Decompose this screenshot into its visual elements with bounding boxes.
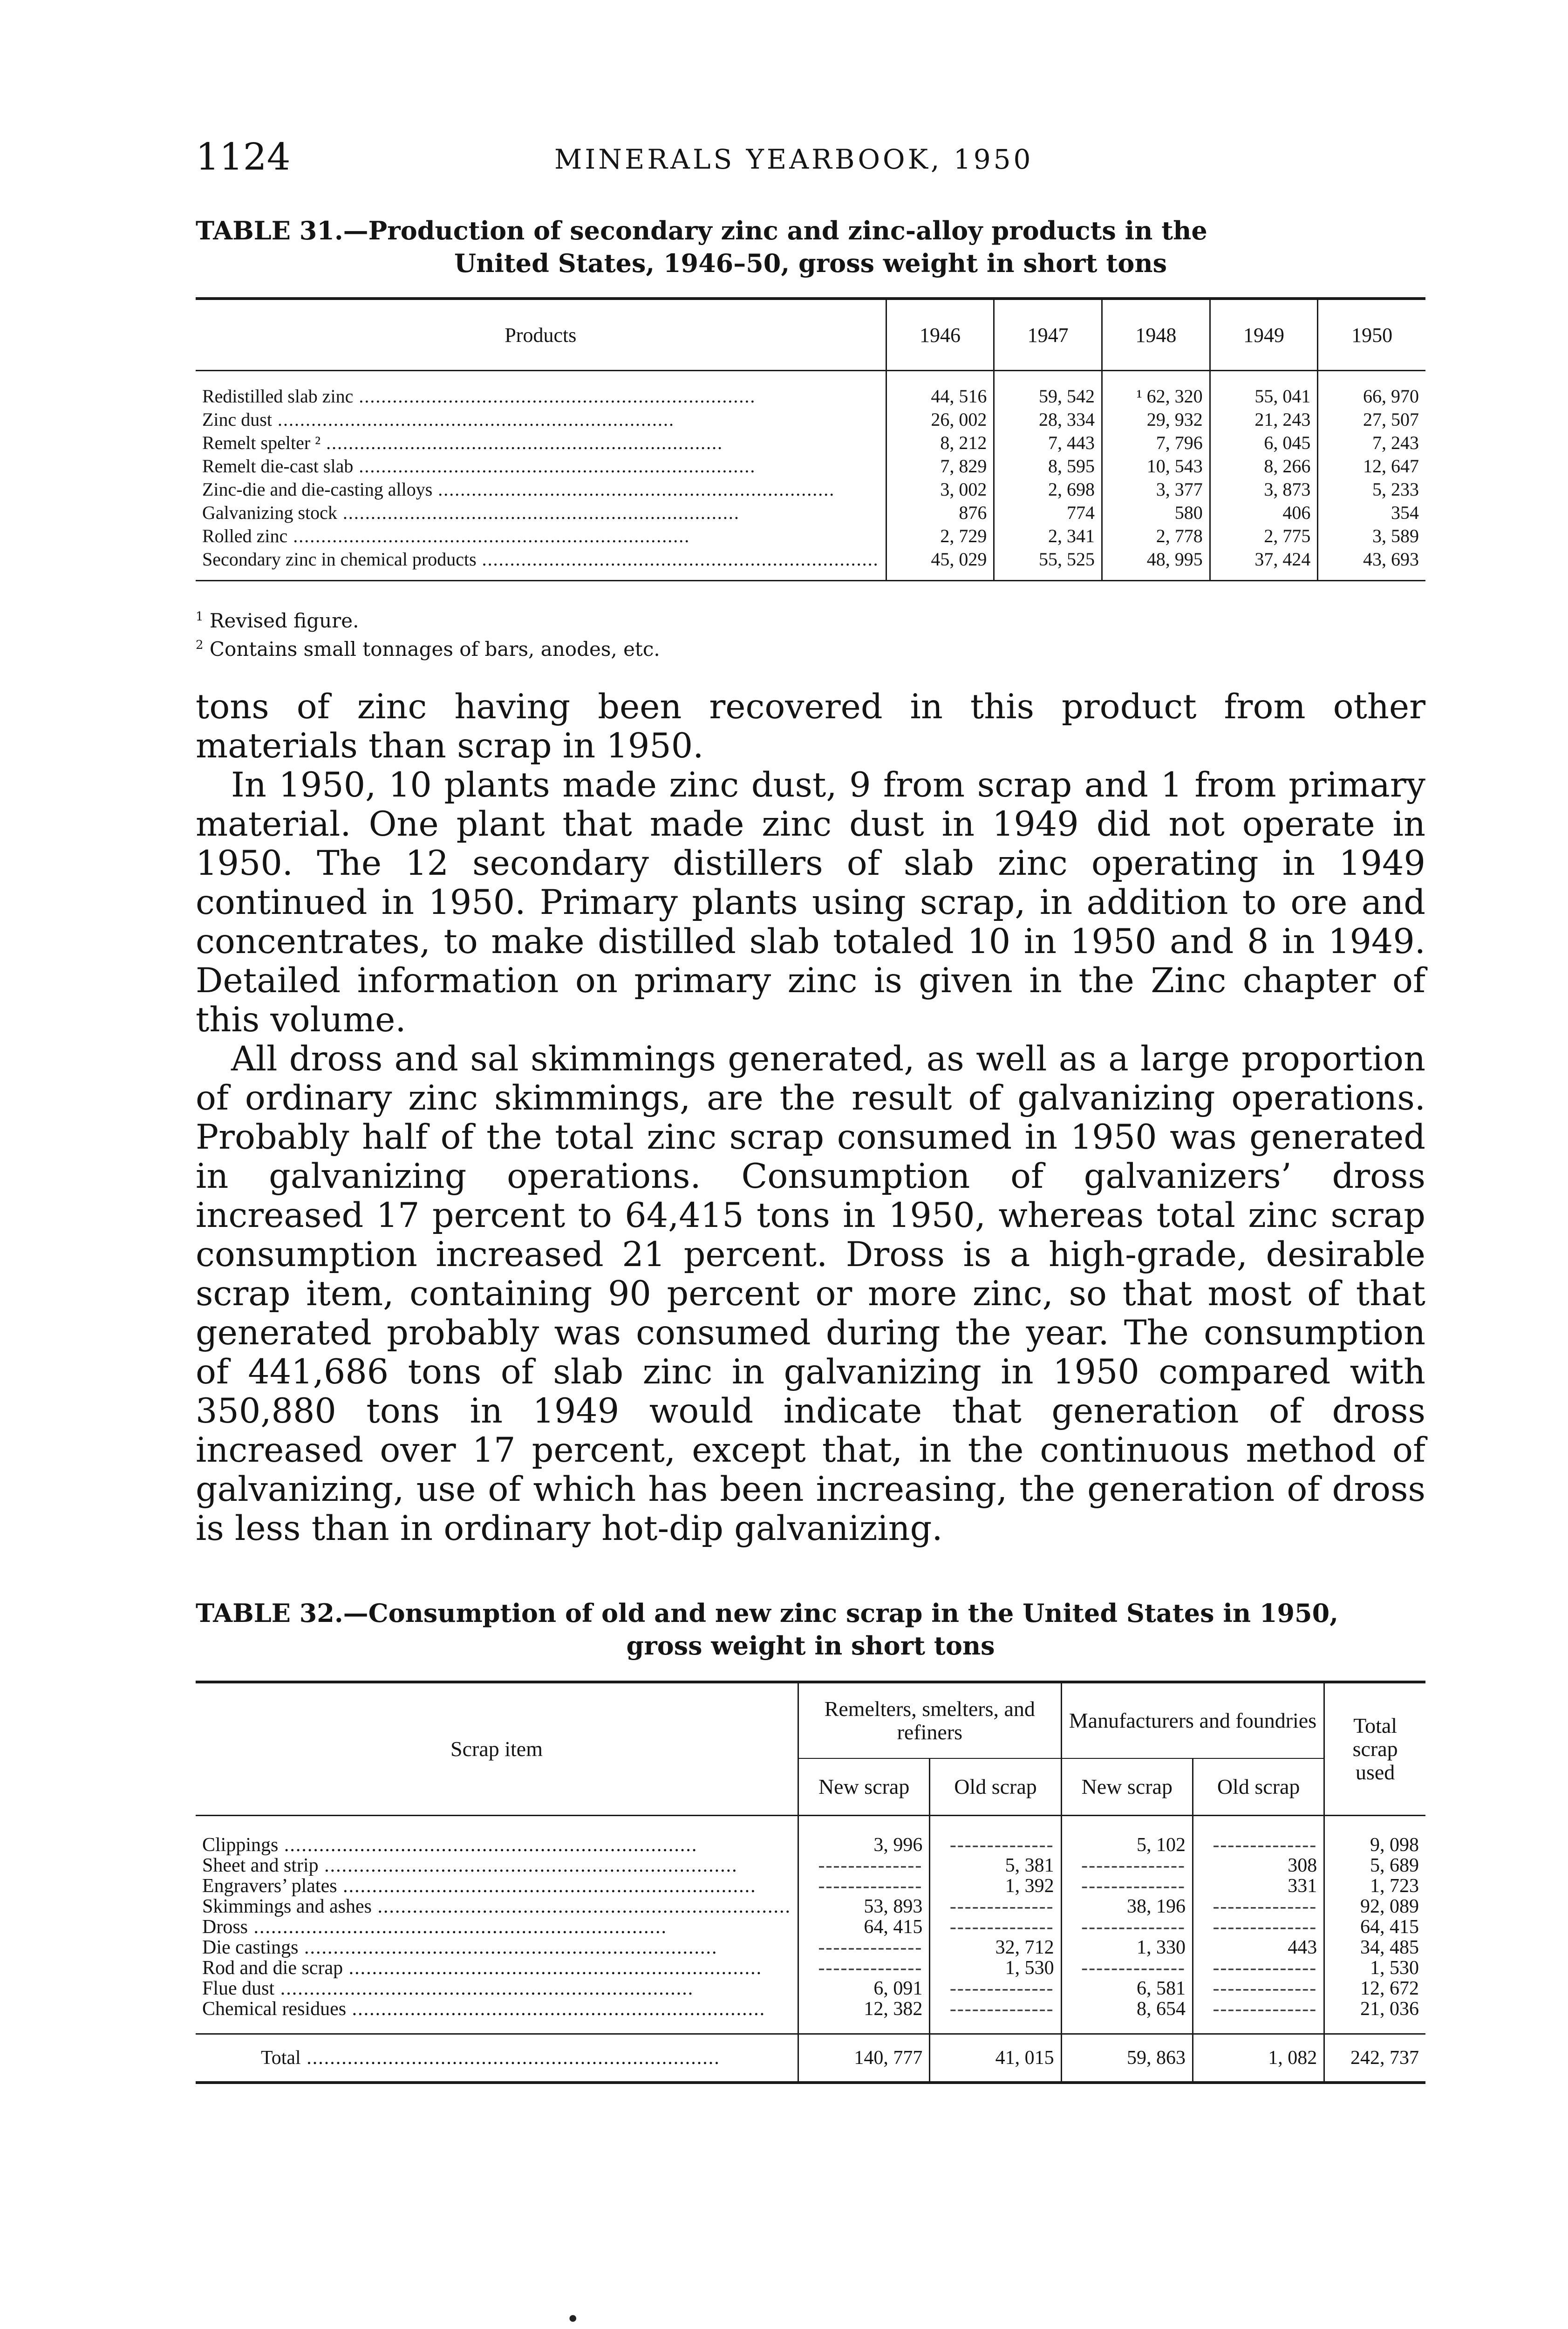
cell-value: 1, 082	[1193, 2034, 1324, 2083]
footnote: $^2$ Contains small tonnages of bars, anodes, etc.	[196, 638, 660, 661]
cell-blank	[798, 1937, 930, 1958]
cell-value: 3, 589	[1318, 525, 1425, 548]
cell-value: 10, 543	[1102, 455, 1210, 478]
row-label: Zinc dust .....	[196, 409, 886, 432]
cell-value: 8, 654	[1061, 1999, 1193, 2034]
cell-value: 34, 485	[1324, 1937, 1425, 1958]
cell-value: 29, 932	[1102, 409, 1210, 432]
cell-value: 59, 542	[994, 371, 1102, 409]
table-row	[196, 1816, 1425, 1856]
table-row	[196, 432, 1425, 455]
cell-value: 2, 729	[886, 525, 994, 548]
cell-value: 55, 525	[994, 548, 1102, 581]
column-header-products: Products	[196, 299, 886, 371]
total-row	[196, 2034, 1425, 2083]
cell-value: 7, 796	[1102, 432, 1210, 455]
row-label: Remelt die-cast slab .....	[196, 455, 886, 478]
cell-value: 53, 893	[798, 1896, 930, 1917]
table-31-caption	[196, 214, 1425, 279]
table-31-footnotes	[196, 605, 1425, 661]
table-32-caption-line2: gross weight in short tons	[626, 1631, 995, 1661]
table-31-caption-line1: TABLE 31.—Production of secondary zinc and zinc-alloy products in the	[196, 216, 1207, 245]
cell-value: 3, 873	[1210, 478, 1318, 502]
cell-value: 242, 737	[1324, 2034, 1425, 2083]
row-label: Sheet and strip .....	[196, 1855, 798, 1876]
cell-blank	[930, 1816, 1061, 1856]
running-title: MINERALS YEARBOOK, 1950	[554, 143, 1034, 175]
column-header-year: 1949	[1210, 299, 1318, 371]
table-row	[196, 409, 1425, 432]
cell-value: 44, 516	[886, 371, 994, 409]
table-row	[196, 1999, 1425, 2034]
cell-value: 8, 212	[886, 432, 994, 455]
column-header-total-scrap: Total scrap used	[1324, 1682, 1425, 1816]
row-label: Skimmings and ashes .....	[196, 1896, 798, 1917]
cell-blank	[930, 1978, 1061, 1999]
row-label: Rod and die scrap .....	[196, 1958, 798, 1978]
cell-value: 41, 015	[930, 2034, 1061, 2083]
row-label: Engravers’ plates .....	[196, 1876, 798, 1896]
table-row	[196, 548, 1425, 581]
table-row	[196, 371, 1425, 409]
cell-value: 2, 341	[994, 525, 1102, 548]
cell-value: 876	[886, 502, 994, 525]
cell-value: 43, 693	[1318, 548, 1425, 581]
cell-value: 1, 530	[930, 1958, 1061, 1978]
cell-blank	[1193, 1816, 1324, 1856]
cell-value: 2, 698	[994, 478, 1102, 502]
cell-blank	[1193, 1978, 1324, 1999]
cell-value: 1, 330	[1061, 1937, 1193, 1958]
table-row	[196, 1917, 1425, 1937]
table-row	[196, 1876, 1425, 1896]
cell-value: 7, 443	[994, 432, 1102, 455]
cell-value: 27, 507	[1318, 409, 1425, 432]
cell-value: 8, 266	[1210, 455, 1318, 478]
cell-blank	[1061, 1917, 1193, 1937]
cell-blank	[798, 1958, 930, 1978]
row-label: Chemical residues .....	[196, 1999, 798, 2034]
cell-blank	[1061, 1958, 1193, 1978]
cell-value: 21, 036	[1324, 1999, 1425, 2034]
cell-value: 3, 377	[1102, 478, 1210, 502]
cell-value: 1, 530	[1324, 1958, 1425, 1978]
cell-value: 55, 041	[1210, 371, 1318, 409]
cell-value: ¹ 62, 320	[1102, 371, 1210, 409]
cell-blank	[1061, 1876, 1193, 1896]
cell-value: 3, 996	[798, 1816, 930, 1856]
row-label: Dross .....	[196, 1917, 798, 1937]
cell-value: 7, 829	[886, 455, 994, 478]
cell-value: 140, 777	[798, 2034, 930, 2083]
cell-blank	[798, 1876, 930, 1896]
cell-value: 8, 595	[994, 455, 1102, 478]
table-31	[196, 297, 1425, 581]
column-header-year: 1948	[1102, 299, 1210, 371]
cell-value: 3, 002	[886, 478, 994, 502]
cell-blank	[1193, 1896, 1324, 1917]
cell-value: 64, 415	[1324, 1917, 1425, 1937]
row-label: Secondary zinc in chemical products .....	[196, 548, 886, 581]
running-head	[196, 135, 1425, 186]
row-label: Zinc-die and die-casting alloys .....	[196, 478, 886, 502]
cell-blank	[1193, 1999, 1324, 2034]
column-group-remelters: Remelters, smelters, and refiners	[798, 1682, 1062, 1758]
cell-value: 37, 424	[1210, 548, 1318, 581]
cell-value: 12, 647	[1318, 455, 1425, 478]
cell-blank	[930, 1896, 1061, 1917]
cell-blank	[930, 1999, 1061, 2034]
cell-value: 12, 382	[798, 1999, 930, 2034]
cell-blank	[1193, 1917, 1324, 1937]
page	[196, 135, 1425, 2084]
column-group-manufacturers: Manufacturers and foundries	[1061, 1682, 1324, 1758]
cell-value: 406	[1210, 502, 1318, 525]
footnote: $^1$ Revised figure.	[196, 609, 359, 632]
column-header-year: 1946	[886, 299, 994, 371]
cell-value: 6, 045	[1210, 432, 1318, 455]
table-row	[196, 478, 1425, 502]
table-row	[196, 1958, 1425, 1978]
cell-value: 7, 243	[1318, 432, 1425, 455]
table-row	[196, 502, 1425, 525]
table-row	[196, 1937, 1425, 1958]
cell-value: 12, 672	[1324, 1978, 1425, 1999]
cell-value: 5, 102	[1061, 1816, 1193, 1856]
column-header-new-scrap: New scrap	[1061, 1758, 1193, 1816]
table-row	[196, 525, 1425, 548]
body-text	[196, 688, 1425, 1548]
row-label: Galvanizing stock .....	[196, 502, 886, 525]
cell-value: 308	[1193, 1855, 1324, 1876]
cell-value: 6, 581	[1061, 1978, 1193, 1999]
cell-value: 6, 091	[798, 1978, 930, 1999]
column-header-year: 1950	[1318, 299, 1425, 371]
table-32-caption-line1: TABLE 32.—Consumption of old and new zinc scrap in the United States in 1950,	[196, 1598, 1338, 1628]
cell-blank	[930, 1917, 1061, 1937]
cell-value: 2, 778	[1102, 525, 1210, 548]
cell-value: 5, 233	[1318, 478, 1425, 502]
column-header-scrap-item: Scrap item	[196, 1682, 798, 1816]
cell-value: 9, 098	[1324, 1816, 1425, 1856]
table-row	[196, 1978, 1425, 1999]
row-label: Clippings .....	[196, 1816, 798, 1856]
cell-value: 774	[994, 502, 1102, 525]
cell-value: 92, 089	[1324, 1896, 1425, 1917]
cell-value: 32, 712	[930, 1937, 1061, 1958]
cell-value: 48, 995	[1102, 548, 1210, 581]
row-label: Flue dust .....	[196, 1978, 798, 1999]
cell-value: 21, 243	[1210, 409, 1318, 432]
column-header-old-scrap: Old scrap	[930, 1758, 1061, 1816]
row-label: Redistilled slab zinc .....	[196, 371, 886, 409]
total-label: Total .....	[196, 2034, 798, 2083]
cell-blank	[1061, 1855, 1193, 1876]
paragraph: In 1950, 10 plants made zinc dust, 9 from scrap and 1 from primary material. One plant that made zinc dust in 1949 did not operate in 1950. The 12 secondary distillers of slab zinc operating in 1949 continued in 1950. Primary plants using scrap, in addition to ore and concentrates, to make distilled slab totaled 10 in 1950 and 8 in 1949. Detailed information on primary zinc is given in the Zinc chapter of this volume.	[196, 765, 1425, 1040]
table-row	[196, 1855, 1425, 1876]
paragraph: All dross and sal skimmings generated, as well as a large proportion of ordinary zinc skimmings, are the result of galvanizing operations. Probably half of the total zinc scrap consumed in 1950 was generated in galvanizing operations. Consumption of galvanizers’ dross increased 17 percent to 64,415 tons in 1950, whereas total zinc scrap consumption increased 21 percent. Dross is a high-grade, desirable scrap item, containing 90 percent or more zinc, so that most of that generated probably was consumed during the year. The consumption of 441,686 tons of slab zinc in galvanizing in 1950 compared with 350,880 tons in 1949 would indicate that generation of dross increased over 17 percent, except that, in the continuous method of galvanizing, use of which has been increasing, the generation of dross is less than in ordinary hot-dip galvanizing.	[196, 1039, 1425, 1548]
paragraph: tons of zinc having been recovered in this product from other materials than scrap in 1950.	[196, 687, 1425, 766]
cell-value: 1, 392	[930, 1876, 1061, 1896]
cell-value: 5, 381	[930, 1855, 1061, 1876]
column-header-old-scrap: Old scrap	[1193, 1758, 1324, 1816]
cell-value: 59, 863	[1061, 2034, 1193, 2083]
cell-value: 354	[1318, 502, 1425, 525]
row-label: Remelt spelter ² .....	[196, 432, 886, 455]
stray-dot-mark: •	[566, 2306, 580, 2329]
table-row	[196, 1896, 1425, 1917]
table-row	[196, 455, 1425, 478]
page-number: 1124	[196, 135, 291, 178]
cell-value: 580	[1102, 502, 1210, 525]
row-label: Rolled zinc .....	[196, 525, 886, 548]
table-31-caption-line2: United States, 1946–50, gross weight in short tons	[454, 248, 1167, 278]
table-32-caption	[196, 1597, 1425, 1662]
cell-value: 331	[1193, 1876, 1324, 1896]
cell-value: 38, 196	[1061, 1896, 1193, 1917]
table-32	[196, 1681, 1425, 2084]
cell-value: 64, 415	[798, 1917, 930, 1937]
cell-blank	[798, 1855, 930, 1876]
column-header-new-scrap: New scrap	[798, 1758, 930, 1816]
cell-value: 28, 334	[994, 409, 1102, 432]
cell-value: 5, 689	[1324, 1855, 1425, 1876]
cell-value: 1, 723	[1324, 1876, 1425, 1896]
cell-value: 443	[1193, 1937, 1324, 1958]
cell-value: 45, 029	[886, 548, 994, 581]
cell-value: 2, 775	[1210, 525, 1318, 548]
cell-value: 26, 002	[886, 409, 994, 432]
cell-blank	[1193, 1958, 1324, 1978]
column-header-year: 1947	[994, 299, 1102, 371]
cell-value: 66, 970	[1318, 371, 1425, 409]
row-label: Die castings .....	[196, 1937, 798, 1958]
